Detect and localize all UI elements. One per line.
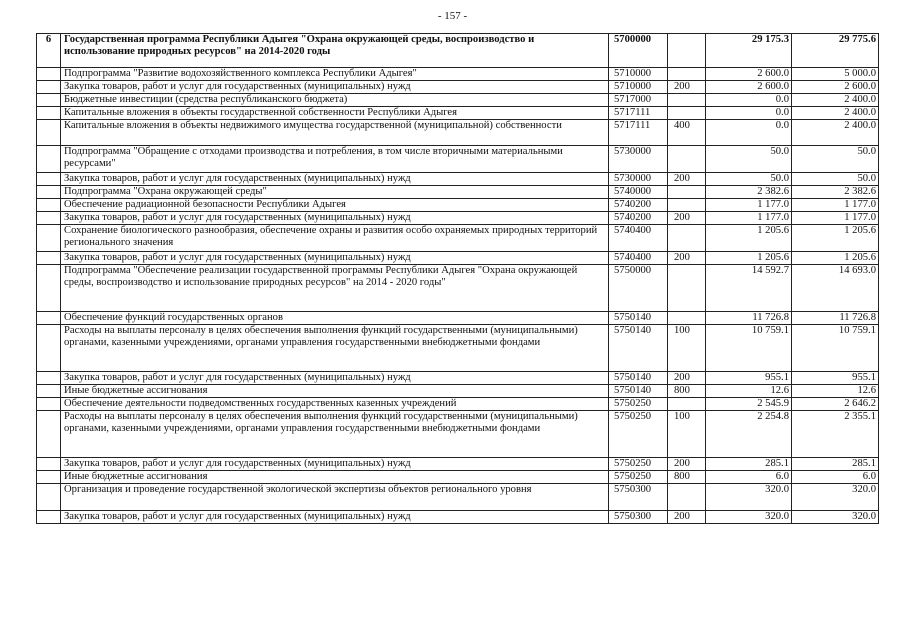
row-sum-2: 2 400.0 (792, 94, 879, 107)
row-name: Подпрограмма "Обеспечение реализации государственной программы Республики Адыгея "Охрана окружающей среды, воспроизводство и использование природных ресурсов" на 2014 - 2020 годы" (61, 265, 609, 312)
table-row (37, 225, 879, 252)
row-sum-2: 10 759.1 (792, 325, 879, 372)
row-code: 5717111 (609, 120, 668, 146)
row-sum-2: 320.0 (792, 511, 879, 524)
row-vr (668, 107, 706, 120)
row-sum-2: 1 205.6 (792, 252, 879, 265)
row-sum-2: 1 177.0 (792, 212, 879, 225)
row-code: 5750140 (609, 312, 668, 325)
row-name: Закупка товаров, работ и услуг для государственных (муниципальных) нужд (61, 81, 609, 94)
row-name: Обеспечение радиационной безопасности Республики Адыгея (61, 199, 609, 212)
row-index (37, 68, 61, 81)
row-sum-1: 14 592.7 (706, 265, 792, 312)
row-code: 5740400 (609, 225, 668, 252)
program-row (37, 34, 879, 68)
row-name: Закупка товаров, работ и услуг для государственных (муниципальных) нужд (61, 458, 609, 471)
table-row (37, 398, 879, 411)
row-sum-1: 0.0 (706, 107, 792, 120)
row-vr (668, 186, 706, 199)
row-vr: 200 (668, 511, 706, 524)
row-index (37, 312, 61, 325)
row-code: 5750140 (609, 372, 668, 385)
row-index (37, 120, 61, 146)
row-sum-1: 0.0 (706, 94, 792, 107)
row-sum-2: 2 400.0 (792, 120, 879, 146)
row-index (37, 225, 61, 252)
table-row (37, 385, 879, 398)
row-code: 5717111 (609, 107, 668, 120)
row-sum-1: 50.0 (706, 173, 792, 186)
budget-table (36, 33, 879, 524)
row-sum-1: 320.0 (706, 511, 792, 524)
row-name: Подпрограмма "Охрана окружающей среды" (61, 186, 609, 199)
program-sum-2: 29 775.6 (792, 34, 879, 68)
row-vr (668, 225, 706, 252)
row-index (37, 411, 61, 458)
row-code: 5710000 (609, 81, 668, 94)
row-index (37, 186, 61, 199)
row-index (37, 511, 61, 524)
row-name: Закупка товаров, работ и услуг для государственных (муниципальных) нужд (61, 173, 609, 186)
row-code: 5750300 (609, 511, 668, 524)
row-sum-1: 1 177.0 (706, 212, 792, 225)
row-vr: 100 (668, 325, 706, 372)
row-vr: 200 (668, 252, 706, 265)
table-row (37, 186, 879, 199)
row-vr (668, 199, 706, 212)
row-index (37, 81, 61, 94)
row-name: Подпрограмма "Обращение с отходами производства и потребления, в том числе вторичными материальными ресурсами" (61, 146, 609, 173)
row-sum-2: 285.1 (792, 458, 879, 471)
row-name: Закупка товаров, работ и услуг для государственных (муниципальных) нужд (61, 212, 609, 225)
row-code: 5750140 (609, 385, 668, 398)
row-name: Расходы на выплаты персоналу в целях обеспечения выполнения функций государственными (муниципальными) органами, казенными учреждениями, органами управления государственными внебюджетными фондами (61, 325, 609, 372)
table-row (37, 146, 879, 173)
row-index (37, 252, 61, 265)
row-sum-1: 6.0 (706, 471, 792, 484)
row-index (37, 385, 61, 398)
table-row (37, 212, 879, 225)
program-vr (668, 34, 706, 68)
row-vr: 800 (668, 385, 706, 398)
row-sum-1: 2 254.8 (706, 411, 792, 458)
row-sum-2: 1 177.0 (792, 199, 879, 212)
row-sum-1: 0.0 (706, 120, 792, 146)
row-index (37, 458, 61, 471)
table-row (37, 411, 879, 458)
row-sum-2: 50.0 (792, 173, 879, 186)
row-vr: 200 (668, 212, 706, 225)
row-vr (668, 265, 706, 312)
row-sum-2: 6.0 (792, 471, 879, 484)
row-sum-1: 2 600.0 (706, 68, 792, 81)
row-index (37, 94, 61, 107)
row-code: 5710000 (609, 68, 668, 81)
row-vr (668, 398, 706, 411)
row-vr (668, 484, 706, 511)
table-row (37, 94, 879, 107)
row-name: Капитальные вложения в объекты государственной собственности Республики Адыгея (61, 107, 609, 120)
row-name: Закупка товаров, работ и услуг для государственных (муниципальных) нужд (61, 372, 609, 385)
row-name: Расходы на выплаты персоналу в целях обеспечения выполнения функций государственными (муниципальными) органами, казенными учреждениями, органами управления государственными внебюджетными фондами (61, 411, 609, 458)
row-sum-1: 2 382.6 (706, 186, 792, 199)
row-name: Иные бюджетные ассигнования (61, 471, 609, 484)
row-sum-1: 12.6 (706, 385, 792, 398)
row-vr (668, 146, 706, 173)
row-sum-1: 320.0 (706, 484, 792, 511)
table-row (37, 484, 879, 511)
row-code: 5750250 (609, 458, 668, 471)
table-row (37, 107, 879, 120)
table-row (37, 265, 879, 312)
table-row (37, 199, 879, 212)
row-code: 5750250 (609, 411, 668, 458)
row-name: Подпрограмма "Развитие водохозяйственного комплекса Республики Адыгея" (61, 68, 609, 81)
row-name: Обеспечение деятельности подведомственных государственных казенных учреждений (61, 398, 609, 411)
row-code: 5750250 (609, 471, 668, 484)
row-sum-1: 1 205.6 (706, 225, 792, 252)
row-index (37, 212, 61, 225)
row-vr (668, 68, 706, 81)
row-sum-1: 1 205.6 (706, 252, 792, 265)
row-sum-2: 2 382.6 (792, 186, 879, 199)
row-sum-1: 50.0 (706, 146, 792, 173)
row-name: Капитальные вложения в объекты недвижимого имущества государственной (муниципальной) собственности (61, 120, 609, 146)
row-vr: 200 (668, 173, 706, 186)
row-sum-2: 320.0 (792, 484, 879, 511)
row-index (37, 398, 61, 411)
row-index (37, 325, 61, 372)
row-sum-2: 2 646.2 (792, 398, 879, 411)
row-sum-1: 1 177.0 (706, 199, 792, 212)
row-code: 5740200 (609, 212, 668, 225)
table-row (37, 252, 879, 265)
row-code: 5750140 (609, 325, 668, 372)
row-code: 5730000 (609, 173, 668, 186)
table-row (37, 81, 879, 94)
row-name: Закупка товаров, работ и услуг для государственных (муниципальных) нужд (61, 511, 609, 524)
row-code: 5740000 (609, 186, 668, 199)
program-code: 5700000 (609, 34, 668, 68)
row-sum-1: 2 545.9 (706, 398, 792, 411)
program-sum-1: 29 175.3 (706, 34, 792, 68)
row-sum-1: 11 726.8 (706, 312, 792, 325)
row-index (37, 471, 61, 484)
row-code: 5717000 (609, 94, 668, 107)
row-index (37, 265, 61, 312)
row-sum-2: 2 355.1 (792, 411, 879, 458)
row-index (37, 173, 61, 186)
program-name: Государственная программа Республики Адыгея "Охрана окружающей среды, воспроизводство и использование природных ресурсов" на 2014-2020 годы (61, 34, 609, 68)
program-index: 6 (37, 34, 61, 68)
row-code: 5750250 (609, 398, 668, 411)
row-code: 5750000 (609, 265, 668, 312)
row-sum-1: 955.1 (706, 372, 792, 385)
row-vr: 200 (668, 372, 706, 385)
row-code: 5750300 (609, 484, 668, 511)
table-row (37, 471, 879, 484)
table-row (37, 312, 879, 325)
row-sum-1: 2 600.0 (706, 81, 792, 94)
row-sum-2: 14 693.0 (792, 265, 879, 312)
table-row (37, 68, 879, 81)
row-sum-2: 955.1 (792, 372, 879, 385)
row-sum-2: 2 600.0 (792, 81, 879, 94)
row-name: Иные бюджетные ассигнования (61, 385, 609, 398)
row-name: Обеспечение функций государственных органов (61, 312, 609, 325)
row-sum-2: 2 400.0 (792, 107, 879, 120)
row-vr: 200 (668, 81, 706, 94)
row-sum-1: 10 759.1 (706, 325, 792, 372)
row-index (37, 372, 61, 385)
row-index (37, 484, 61, 511)
row-name: Закупка товаров, работ и услуг для государственных (муниципальных) нужд (61, 252, 609, 265)
row-code: 5740200 (609, 199, 668, 212)
row-index (37, 146, 61, 173)
row-vr: 800 (668, 471, 706, 484)
row-sum-2: 50.0 (792, 146, 879, 173)
table-row (37, 325, 879, 372)
table-row (37, 372, 879, 385)
table-row (37, 511, 879, 524)
row-sum-2: 5 000.0 (792, 68, 879, 81)
row-code: 5730000 (609, 146, 668, 173)
row-index (37, 199, 61, 212)
page-number: - 157 - (437, 10, 468, 22)
table-row (37, 173, 879, 186)
row-vr (668, 94, 706, 107)
row-sum-2: 1 205.6 (792, 225, 879, 252)
row-vr: 100 (668, 411, 706, 458)
row-sum-2: 12.6 (792, 385, 879, 398)
row-sum-2: 11 726.8 (792, 312, 879, 325)
row-vr: 400 (668, 120, 706, 146)
row-vr (668, 312, 706, 325)
table-row (37, 120, 879, 146)
row-index (37, 107, 61, 120)
row-name: Бюджетные инвестиции (средства республиканского бюджета) (61, 94, 609, 107)
row-code: 5740400 (609, 252, 668, 265)
row-vr: 200 (668, 458, 706, 471)
row-name: Организация и проведение государственной экологической экспертизы объектов регионального уровня (61, 484, 609, 511)
row-sum-1: 285.1 (706, 458, 792, 471)
row-name: Сохранение биологического разнообразия, обеспечение охраны и развития особо охраняемых природных территорий регионального значения (61, 225, 609, 252)
table-row (37, 458, 879, 471)
